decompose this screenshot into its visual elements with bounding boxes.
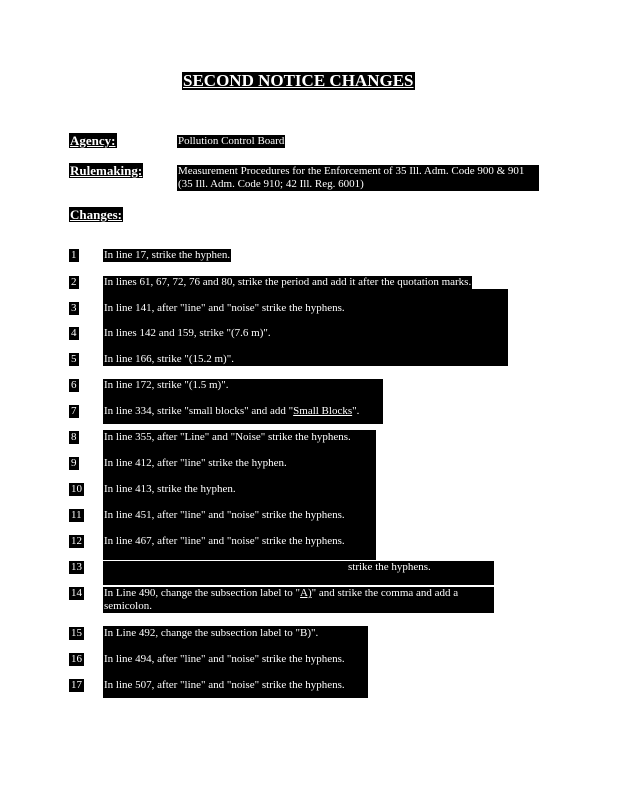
change-item: In Line 492, change the subsection label to "B)". (104, 627, 319, 639)
change-item: In Line 490, change the subsection label to "A)" and strike the comma and add a semicolon. (103, 587, 494, 613)
underlined-text: Small Blocks (293, 405, 353, 417)
highlight-block (103, 340, 508, 353)
item-number: 3 (71, 302, 77, 314)
highlight-block (103, 289, 508, 302)
item-number: 1 (71, 249, 77, 261)
item-number: 5 (71, 353, 77, 365)
change-item: In lines 142 and 159, strike "(7.6 m)". (104, 327, 271, 339)
item-number: 6 (71, 379, 77, 391)
item-number: 12 (71, 535, 82, 547)
change-item: In line 412, after "line" strike the hyphen. (104, 457, 287, 469)
item-number: 13 (71, 561, 82, 573)
item-number: 14 (71, 587, 82, 599)
change-item: In line 413, strike the hyphen. (104, 483, 236, 495)
item-number: 8 (71, 431, 77, 443)
item-number: 17 (71, 679, 82, 691)
change-item: In line 17, strike the hyphen. (104, 249, 231, 261)
change-item: In line 355, after "Line" and "Noise" strike the hyphens. (104, 431, 351, 443)
change-item: In line 166, strike "(15.2 m)". (104, 353, 234, 365)
highlight-block (103, 315, 508, 327)
item-number: 2 (71, 276, 77, 288)
item-number: 16 (71, 653, 82, 665)
change-item: In line 334, strike "small blocks" and add "Small Blocks". (104, 405, 360, 417)
item-number: 9 (71, 457, 77, 469)
item-number: 4 (71, 327, 77, 339)
change-item: In line 467, after "line" and "noise" strike the hyphens. (104, 535, 345, 547)
rulemaking-label: Rulemaking: (70, 163, 143, 178)
agency-label: Agency: (70, 133, 116, 148)
page-title: SECOND NOTICE CHANGES (183, 71, 414, 90)
change-item: In lines 61, 67, 72, 76 and 80, strike the period and add it after the quotation marks. (104, 276, 472, 288)
change-item: In line 172, strike "(1.5 m)". (104, 379, 229, 391)
rulemaking-value: Measurement Procedures for the Enforcement of 35 Ill. Adm. Code 900 & 901 (35 Ill. Adm. Code 910; 42 Ill. Reg. 6001) (177, 165, 539, 191)
change-item: strike the hyphens. (348, 561, 431, 573)
item-number: 7 (71, 405, 77, 417)
item-number: 15 (71, 627, 82, 639)
change-item: In line 141, after "line" and "noise" strike the hyphens. (104, 302, 345, 314)
agency-value: Pollution Control Board (178, 135, 285, 147)
underlined-text: A) (300, 587, 312, 599)
change-item: In line 507, after "line" and "noise" strike the hyphens. (104, 679, 345, 691)
change-item: In line 451, after "line" and "noise" strike the hyphens. (104, 509, 345, 521)
changes-label: Changes: (70, 207, 123, 222)
item-number: 10 (71, 483, 82, 495)
change-item: In line 494, after "line" and "noise" strike the hyphens. (104, 653, 345, 665)
highlight-block (103, 561, 494, 585)
item-number: 11 (71, 509, 82, 521)
